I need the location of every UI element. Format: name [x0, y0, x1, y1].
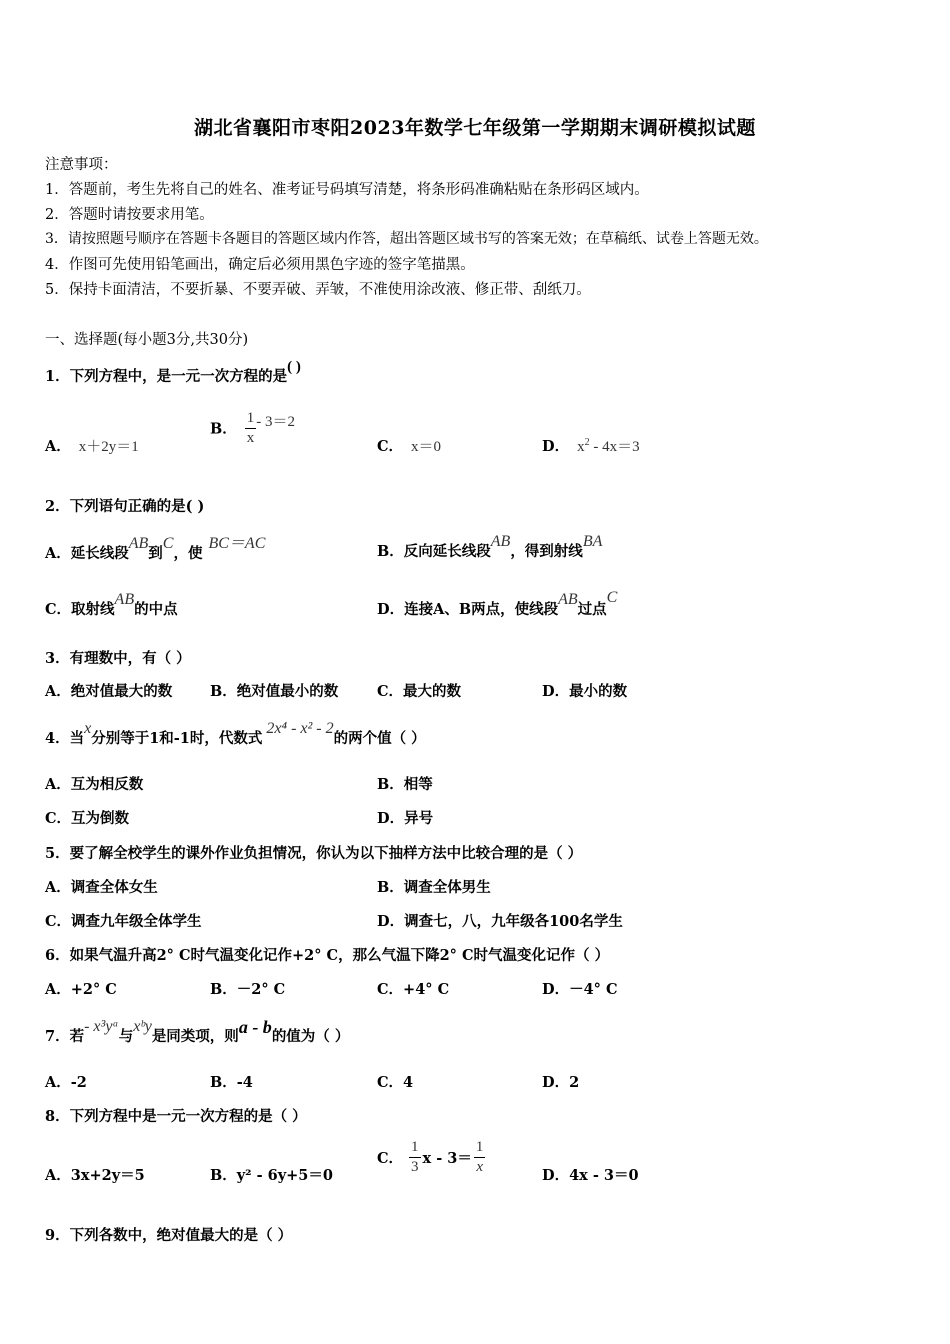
notice-item: 3．请按照题号顺序在答题卡各题目的答题区域内作答，超出答题区域书写的答案无效；在草稿纸、试卷上答题无效。: [45, 231, 768, 247]
option-b: B．－2° C: [210, 981, 286, 998]
math-expr: $x^2 - 4x=3$: [577, 437, 640, 455]
option-c: C．最大的数: [377, 683, 462, 700]
option-d: D．最小的数: [542, 683, 628, 700]
option-d: D．异号: [377, 810, 434, 827]
option-a: A．3x+2y＝5: [45, 1167, 145, 1184]
math-expr: - 3＝2: [256, 414, 296, 430]
option-b: B．相等: [377, 776, 433, 793]
option-a: A．延长线段AB到C，使BC＝AC: [45, 535, 266, 562]
question-1-stem: [45, 359, 301, 386]
option-b: B．-4: [210, 1074, 253, 1091]
section-heading: 一、选择题(每小题3分,共30分): [45, 332, 249, 348]
page-title: 湖北省襄阳市枣阳2023年数学七年级第一学期期末调研模拟试题: [194, 117, 756, 139]
math-expr: x＋2y＝1: [78, 439, 139, 455]
notice-heading: 注意事项：: [45, 157, 118, 173]
option-a: A．-2: [45, 1074, 87, 1091]
option-b: B．调查全体男生: [377, 879, 491, 896]
fraction: $\frac{1}{x}$: [475, 1139, 484, 1175]
option-d: D．调查七，八，九年级各100名学生: [377, 913, 623, 930]
question-5-stem: 5．要了解全校学生的课外作业负担情况，你认为以下抽样方法中比较合理的是（ ）: [45, 845, 583, 862]
option-b: B．绝对值最小的数: [210, 683, 339, 700]
option-a: A．+2° C: [45, 981, 117, 998]
notice-item: 2．答题时请按要求用笔。: [45, 207, 214, 223]
option-d: D．－4° C: [542, 981, 618, 998]
option-a: A．绝对值最大的数: [45, 683, 173, 700]
question-9-stem: 9．下列各数中，绝对值最大的是（ ）: [45, 1227, 293, 1244]
option-a: A．互为相反数: [45, 776, 144, 793]
option-d: D． $x^2 - 4x=3$: [542, 437, 640, 455]
option-c: C． x＝0: [377, 438, 442, 455]
option-c: C．互为倒数: [45, 810, 130, 827]
math-expr: x＝0: [411, 439, 442, 455]
option-c: C．+4° C: [377, 981, 450, 998]
option-d: D．连接A、B两点，使线段AB过点C: [377, 589, 618, 618]
question-4-stem: 4．当x分别等于1和-1时，代数式2x⁴ - x² - 2的两个值（ ）: [45, 720, 426, 747]
option-c: C．调查九年级全体学生: [45, 913, 202, 930]
fraction: $\frac{1}{3}$: [411, 1139, 419, 1175]
option-b: B． $\frac{1}{x}$ - 3＝2: [210, 409, 296, 446]
option-c: C．取射线AB的中点: [45, 591, 178, 618]
option-d: D．4x - 3＝0: [542, 1167, 639, 1184]
question-3-stem: 3．有理数中，有（ ）: [45, 650, 191, 667]
question-7-stem: 7．若- x³yᵃ与xᵇy是同类项，则a - b的值为（ ）: [45, 1017, 350, 1045]
option-a: A． x＋2y＝1: [45, 438, 139, 455]
option-d: D．2: [542, 1074, 580, 1091]
question-1-text: 1．下列方程中，是一元一次方程的是: [45, 368, 288, 385]
option-c: C． $\frac{1}{3}$ x - 3＝ $\frac{1}{x}$: [377, 1139, 484, 1175]
option-b: B．y² - 6y+5＝0: [210, 1167, 333, 1184]
notice-item: 1．答题前，考生先将自己的姓名、准考证号码填写清楚，将条形码准确粘贴在条形码区域内。: [45, 182, 649, 198]
question-2-stem: 2．下列语句正确的是( ): [45, 498, 205, 515]
question-6-stem: 6．如果气温升高2° C时气温变化记作+2° C，那么气温下降2° C时气温变化记作（ ）: [45, 947, 610, 964]
option-c: C．4: [377, 1074, 414, 1091]
notice-item: 5．保持卡面清洁，不要折暴、不要弄破、弄皱，不准使用涂改液、修正带、刮纸刀。: [45, 282, 591, 298]
option-b: B．反向延长线段AB，得到射线BA: [377, 533, 603, 560]
notice-item: 4．作图可先使用铅笔画出，确定后必须用黑色字迹的签字笔描黑。: [45, 257, 475, 273]
question-8-stem: 8．下列方程中是一元一次方程的是（ ）: [45, 1108, 307, 1125]
option-a: A．调查全体女生: [45, 879, 158, 896]
answer-paren: ( ): [287, 359, 301, 375]
fraction: $\frac{1}{x}$: [246, 409, 255, 446]
